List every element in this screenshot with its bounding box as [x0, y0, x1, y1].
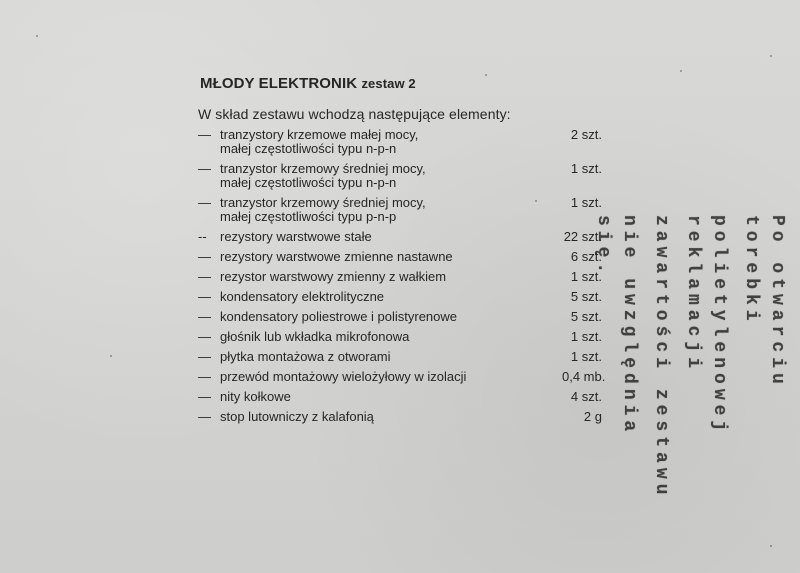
- item-quantity: 1 szt.: [570, 329, 602, 344]
- list-dash: —: [198, 349, 211, 364]
- list-item: [198, 230, 608, 244]
- item-quantity: 22 szt.: [563, 229, 602, 244]
- item-quantity: 1 szt.: [570, 161, 602, 176]
- item-quantity: 5 szt.: [570, 309, 602, 324]
- list-item: [198, 270, 608, 284]
- item-description: tranzystor krzemowy średniej mocy, małej częstotliwości typu n-p-n: [220, 161, 426, 190]
- item-description: kondensatory poliestrowe i polistyrenowe: [220, 309, 458, 324]
- item-description: płytka montażowa z otworami: [220, 349, 391, 364]
- item-description: kondensatory elektrolityczne: [220, 289, 385, 304]
- component-list: [198, 128, 608, 430]
- list-dash: —: [198, 161, 211, 176]
- item-quantity: 1 szt.: [570, 195, 602, 210]
- title-suffix: zestaw 2: [361, 76, 416, 91]
- dust-speck: [36, 35, 38, 37]
- list-dash: —: [198, 409, 211, 424]
- list-item: [198, 128, 608, 156]
- dust-speck: [770, 545, 772, 547]
- item-description: rezystor warstwowy zmienny z wałkiem: [220, 269, 447, 284]
- stamp-line: Po otwarciu torebki: [741, 215, 787, 389]
- item-quantity: 0,4 mb.: [562, 369, 606, 384]
- list-dash: —: [198, 127, 211, 142]
- list-item: [198, 410, 608, 424]
- dust-speck: [485, 74, 487, 76]
- item-quantity: 6 szt.: [570, 249, 602, 264]
- list-dash: --: [198, 229, 207, 244]
- item-quantity: 1 szt.: [570, 349, 602, 364]
- list-dash: —: [198, 195, 211, 210]
- item-description: głośnik lub wkładka mikrofonowa: [220, 329, 410, 344]
- item-description: rezystory warstwowe stałe: [220, 229, 372, 244]
- list-item: [198, 162, 608, 190]
- dust-speck: [680, 70, 682, 72]
- list-item: [198, 250, 608, 264]
- list-dash: —: [198, 329, 211, 344]
- list-dash: —: [198, 309, 211, 324]
- list-item: [198, 310, 608, 324]
- item-quantity: 2 g: [583, 409, 602, 424]
- list-item: [198, 350, 608, 364]
- list-item: [198, 390, 608, 404]
- list-dash: —: [198, 289, 211, 304]
- list-item: [198, 290, 608, 304]
- page-title: [200, 75, 416, 92]
- list-item: [198, 330, 608, 344]
- item-quantity: 5 szt.: [570, 289, 602, 304]
- item-description: nity kołkowe: [220, 389, 291, 404]
- item-description: przewód montażowy wielożyłowy w izolacji: [220, 369, 467, 384]
- stamp-line: polietylenowej reklamacji: [683, 215, 729, 437]
- intro-text: W skład zestawu wchodzą następujące elementy:: [198, 106, 511, 122]
- dust-speck: [110, 355, 112, 357]
- list-dash: —: [198, 249, 211, 264]
- list-dash: —: [198, 389, 211, 404]
- dust-speck: [770, 55, 772, 57]
- item-description: rezystory warstwowe zmienne nastawne: [220, 249, 453, 264]
- item-description: tranzystor krzemowy średniej mocy, małej częstotliwości typu p-n-p: [220, 195, 426, 224]
- item-quantity: 2 szt.: [570, 127, 602, 142]
- item-quantity: 1 szt.: [570, 269, 602, 284]
- item-quantity: 4 szt.: [570, 389, 602, 404]
- list-item: [198, 370, 608, 384]
- list-dash: —: [198, 369, 211, 384]
- title-main: MŁODY ELEKTRONIK: [200, 75, 358, 92]
- ink-stamp: [593, 215, 790, 515]
- item-description: tranzystory krzemowe małej mocy, małej częstotliwości typu n-p-n: [220, 127, 419, 156]
- list-dash: —: [198, 269, 211, 284]
- stamp-line: nie uwzględnia się.: [593, 215, 639, 437]
- stamp-line: zawartości zestawu: [651, 215, 671, 500]
- item-description: stop lutowniczy z kalafonią: [220, 409, 374, 424]
- list-item: [198, 196, 608, 224]
